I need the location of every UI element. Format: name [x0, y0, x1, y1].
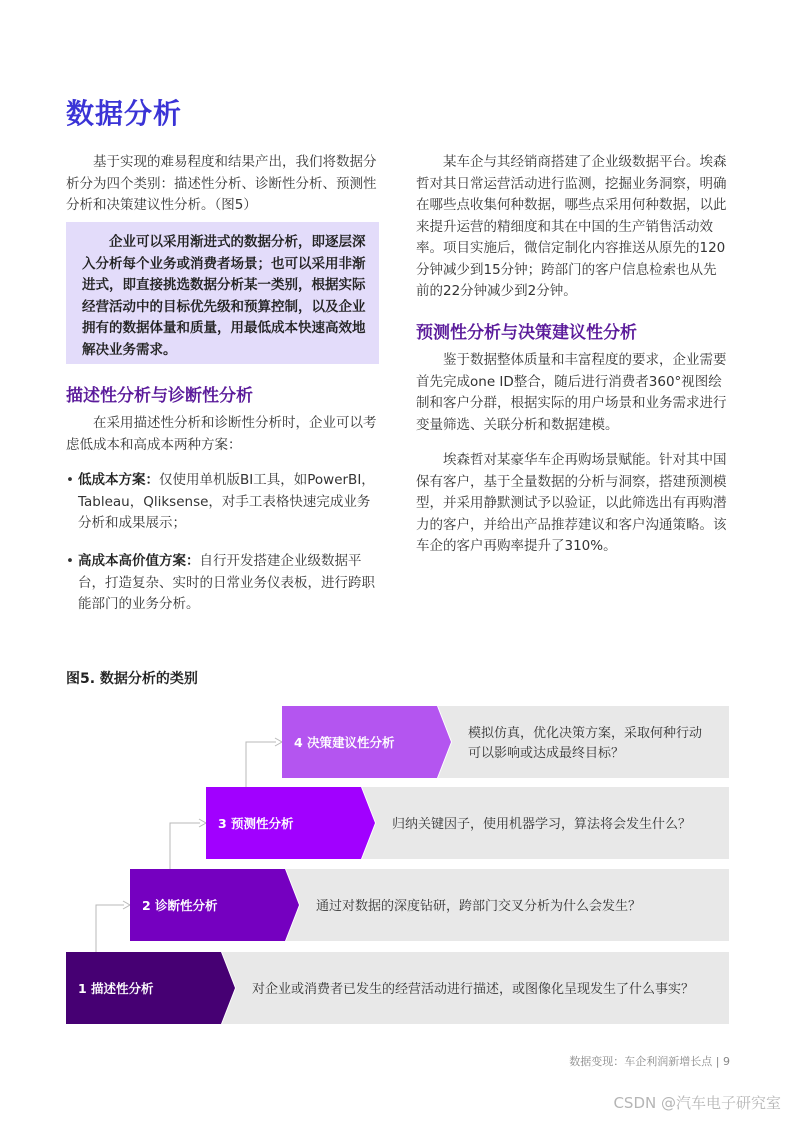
page-title: 数据分析 — [66, 97, 183, 130]
bullet-dot: • — [66, 472, 74, 488]
right-paragraph-1: 某车企与其经销商搭建了企业级数据平台。埃森哲对其日常运营活动进行监测，挖掘业务洞察，明确在哪些点收集何种数据，哪些点采用何种数据，以此来提升运营的精细度和其在中国的生产销售活动效率。项目实施后，微信定制化内容推送从原先的120分钟减少到15分钟；跨部门的客户信息检索也从先前的22分钟减少到2分钟。 — [416, 154, 727, 299]
bullet-bold: 低成本方案： — [78, 472, 159, 488]
connector-arrowhead — [199, 819, 206, 827]
category-step-1 — [66, 952, 729, 1024]
right-paragraph-2: 鉴于数据整体质量和丰富程度的要求，企业需要首先完成one ID整合，随后进行消费者360°视图绘制和客户分群，根据实际的用户场景和业务需求进行变量筛选、关联分析和数据建模。 — [416, 352, 727, 433]
connector-line — [170, 823, 200, 869]
bullet-text: 自行开发搭建企业级数据平台，打造复杂、实时的日常业务仪表板，进行跨职能部门的业务分析。 — [78, 553, 375, 612]
category-description: 通过对数据的深度钻研，跨部门交叉分析为什么会发生？ — [316, 899, 642, 914]
connector-arrowhead — [123, 901, 130, 909]
intro-paragraph: 基于实现的难易程度和结果产出，我们将数据分析分为四个类别：描述性分析、诊断性分析、预测性分析和决策建议性分析。（图5） — [66, 154, 377, 213]
category-description: 归纳关键因子，使用机器学习，算法将会发生什么？ — [392, 817, 692, 832]
category-description-bar — [438, 706, 729, 778]
category-step-3 — [206, 787, 729, 859]
category-step-2 — [130, 869, 729, 941]
section-heading-predictive: 预测性分析与决策建议性分析 — [416, 323, 637, 343]
category-step-4 — [282, 706, 729, 778]
section-heading-descriptive: 描述性分析与诊断性分析 — [66, 386, 253, 406]
category-label: 3 预测性分析 — [218, 816, 294, 831]
category-label: 4 决策建议性分析 — [294, 735, 395, 750]
watermark: CSDN @汽车电子研究室 — [613, 1094, 781, 1112]
category-description: 对企业或消费者已发生的经营活动进行描述，或图像化呈现发生了什么事实？ — [252, 982, 695, 997]
connector-line — [246, 742, 276, 787]
callout-text: 企业可以采用渐进式的数据分析，即逐层深入分析每个业务或消费者场景；也可以采用非渐进式，即直接挑选数据分析某一类别，根据实际经营活动中的目标优先级和预算控制，以及企业拥有的数据体量和质量，用最低成本快速高效地解决业务需求。 — [82, 234, 366, 358]
figure-title: 图5. 数据分析的类别 — [66, 671, 198, 687]
page-footer: 数据变现：车企利润新增长点 | 9 — [569, 1055, 730, 1068]
category-label: 2 诊断性分析 — [142, 898, 218, 913]
category-description: 模拟仿真，优化决策方案，采取何种行动 — [468, 726, 703, 741]
bullet-text: 仅使用单机版BI工具，如PowerBI，Tableau，Qliksense，对手工表格快速完成业务分析和成果展示； — [78, 472, 375, 531]
connector-arrowhead — [275, 738, 282, 746]
category-description: 可以影响或达成最终目标？ — [468, 746, 625, 761]
bullet-dot: • — [66, 553, 74, 569]
right-paragraph-3: 埃森哲对某豪华车企再购场景赋能。针对其中国保有客户，基于全量数据的分析与洞察，搭建预测模型，并采用静默测试予以验证，以此筛选出有再购潜力的客户，并给出产品推荐建议和客户沟通策略。该车企的客户再购率提升了310%。 — [416, 452, 727, 554]
connector-line — [96, 905, 124, 952]
category-label: 1 描述性分析 — [78, 981, 154, 996]
bullet-bold: 高成本高价值方案： — [78, 553, 200, 569]
section-intro: 在采用描述性分析和诊断性分析时，企业可以考虑低成本和高成本两种方案： — [66, 415, 377, 453]
